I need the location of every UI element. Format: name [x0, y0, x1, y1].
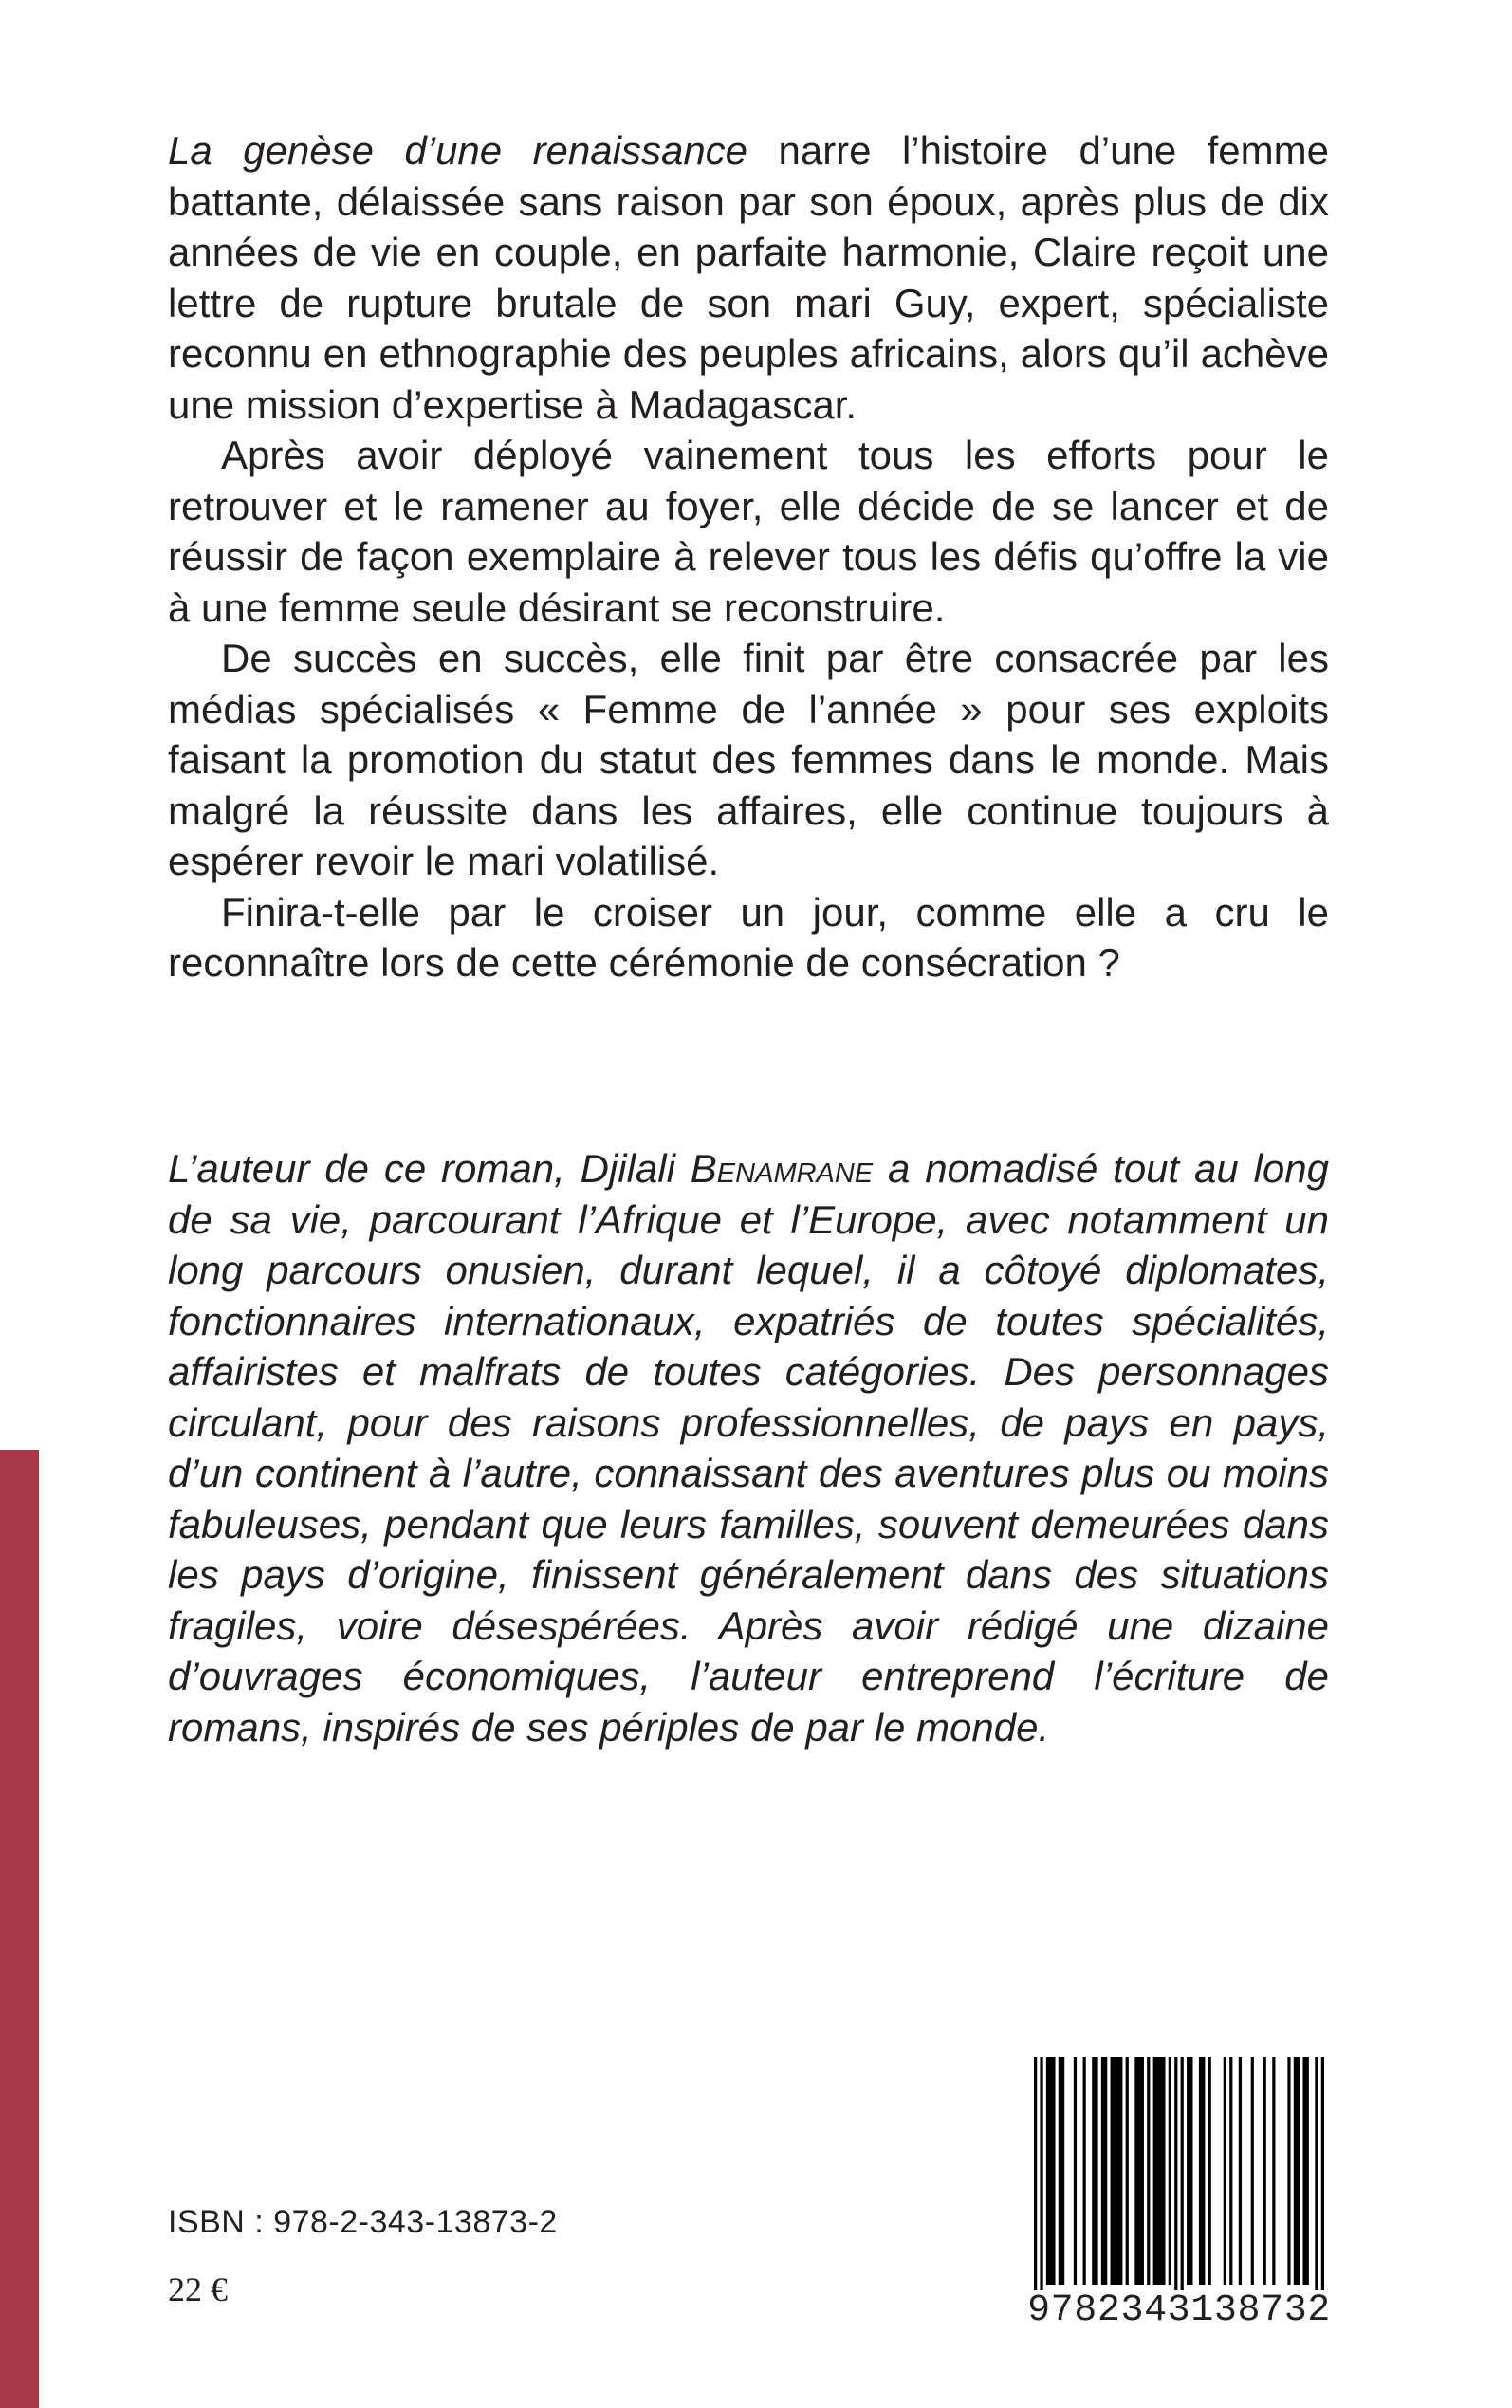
barcode-bar-8	[1111, 2057, 1123, 2285]
barcode-bar-12	[1153, 2057, 1166, 2285]
barcode-bar-0	[1034, 2057, 1037, 2294]
barcode-bar-24	[1272, 2057, 1275, 2285]
barcode-bar-22	[1251, 2057, 1254, 2285]
barcode-bar-9	[1126, 2057, 1129, 2285]
barcode-bar-16	[1187, 2057, 1192, 2285]
accent-color-bar	[0, 1450, 39, 2408]
barcode-bar-4	[1074, 2057, 1077, 2285]
barcode-bar-17	[1199, 2057, 1205, 2285]
barcode-bar-7	[1101, 2057, 1107, 2285]
barcode-bar-27	[1302, 2057, 1308, 2285]
author-bio-intro: L’auteur de ce roman,	[168, 1146, 581, 1191]
barcode-bar-19	[1224, 2057, 1226, 2285]
barcode-bars	[1026, 2057, 1332, 2294]
barcode-bar-21	[1239, 2057, 1242, 2285]
summary-paragraph-1	[168, 125, 1329, 430]
author-biography	[168, 1143, 1329, 1752]
summary-paragraph-1-text: narre l’histoire d’une femme battante, délaissée sans raison par son époux, après plus de dix années de vie en couple, en parfaite harmonie, Claire reçoit une lettre de rupture brutale de son mari Guy, expert, spécialiste reconnu en ethnographie des peuples africains, alors qu’il achève une mission d’expertise à Madagascar.	[168, 128, 1330, 427]
barcode-bar-11	[1147, 2057, 1150, 2285]
barcode-bar-20	[1229, 2057, 1232, 2285]
author-first-name: Djilali	[580, 1146, 691, 1191]
barcode-bar-18	[1208, 2057, 1211, 2285]
barcode-bar-1	[1040, 2057, 1042, 2294]
book-summary	[168, 125, 1329, 989]
summary-paragraph-3: De succès en succès, elle finit par être consacrée par les médias spécialisés « Femme de l’année » pour ses exploits faisant la promotion du statut des femmes dans le monde. Mais malgré la réussite dans les affaires, elle continue toujours à espérer revoir le mari volatilisé.	[168, 636, 1329, 883]
summary-paragraph-2: Après avoir déployé vainement tous les efforts pour le retrouver et le ramener au foyer, elle décide de se lancer et de réussir de façon exemplaire à relever tous les défis qu’offre la vie à une femme seule désirant se reconstruire.	[168, 433, 1329, 630]
barcode-bar-25	[1287, 2057, 1290, 2285]
barcode-bar-15	[1181, 2057, 1184, 2294]
summary-paragraph-4: Finira-t-elle par le croiser un jour, comme elle a cru le reconnaître lors de cette cérémonie de consécration ?	[168, 889, 1329, 985]
barcode-bar-13	[1169, 2057, 1171, 2285]
book-title: La genèse d’une renaissance	[168, 128, 748, 173]
barcode-bar-6	[1092, 2057, 1097, 2285]
barcode-digits: 9782343138732	[1027, 2289, 1331, 2332]
author-bio-paragraph	[168, 1143, 1329, 1752]
author-last-name: Benamrane	[690, 1146, 874, 1191]
barcode-bar-23	[1263, 2057, 1266, 2285]
barcode-bar-5	[1083, 2057, 1086, 2285]
author-bio-text: a nomadisé tout au long de sa vie, parcourant l’Afrique et l’Europe, avec notamment un long parcours onusien, durant lequel, il a côtoyé diplomates, fonctionnaires internationaux, expatriés de toutes spécialités, affairistes et malfrats de toutes catégories. Des personnages circulant, pour des raisons professionnelles, de pays en pays, d’un continent à l’autre, connaissant des aventures plus ou moins fabuleuses, pendant que leurs familles, souvent demeurées dans les pays d’origine, finissent généralement dans des situations fragiles, voire désespérées. Après avoir rédigé une dizaine d’ouvrages économiques, l’auteur entreprend l’écriture de romans, inspirés de ses périples de par le monde.	[168, 1146, 1329, 1750]
barcode	[1026, 2057, 1332, 2342]
barcode-bar-10	[1134, 2057, 1144, 2285]
isbn-label: ISBN : 978-2-343-13873-2	[168, 2204, 558, 2240]
barcode-bar-3	[1059, 2057, 1064, 2285]
barcode-bar-28	[1315, 2057, 1318, 2294]
barcode-bar-26	[1294, 2057, 1300, 2285]
barcode-bar-14	[1174, 2057, 1177, 2294]
price-label: 22 €	[168, 2270, 228, 2308]
barcode-bar-2	[1046, 2057, 1056, 2285]
barcode-bar-29	[1321, 2057, 1324, 2294]
